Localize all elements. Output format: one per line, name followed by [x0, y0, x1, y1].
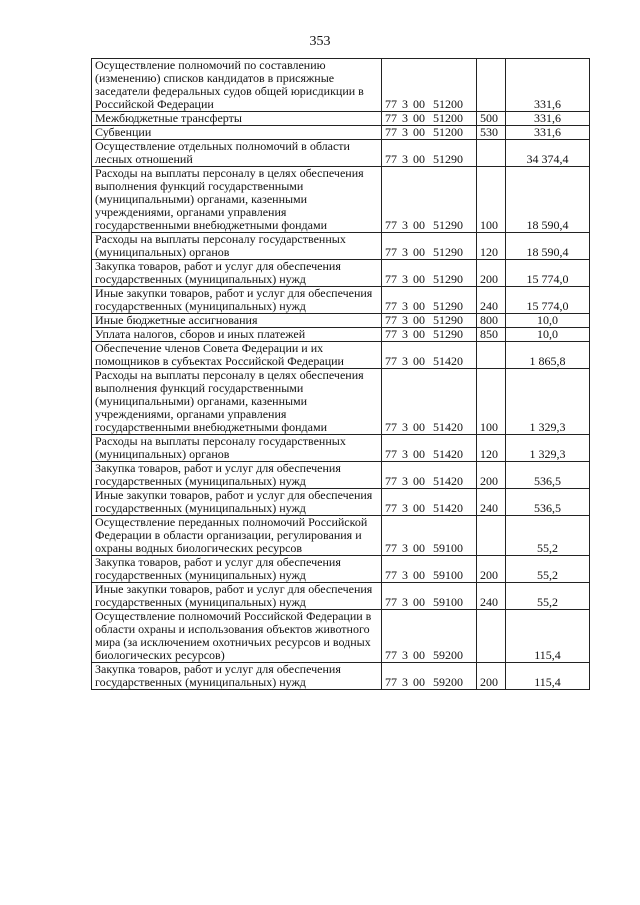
row-target-code	[382, 556, 477, 583]
row-target-code	[382, 112, 477, 126]
row-target-code	[382, 342, 477, 369]
table-row	[92, 112, 590, 126]
table-row	[92, 663, 590, 690]
code-part: 77	[385, 327, 397, 341]
row-name: Обеспечение членов Совета Федерации и их помощников в субъектах Российской Федерации	[92, 342, 382, 369]
code-part: 51200	[433, 97, 463, 111]
row-amount: 1 329,3	[506, 435, 590, 462]
code-part: 77	[385, 648, 397, 662]
code-part: 51420	[433, 447, 463, 461]
code-part: 77	[385, 447, 397, 461]
code-part: 3	[402, 152, 408, 166]
row-name: Осуществление переданных полномочий Российской Федерации в области организации, регулирования и охраны водных биологических ресурсов	[92, 516, 382, 556]
row-amount: 536,5	[506, 489, 590, 516]
row-expense-type	[477, 59, 506, 112]
row-name: Закупка товаров, работ и услуг для обеспечения государственных (муниципальных) нужд	[92, 556, 382, 583]
row-expense-type: 800	[477, 314, 506, 328]
row-amount: 10,0	[506, 314, 590, 328]
row-expense-type: 200	[477, 556, 506, 583]
table-row	[92, 516, 590, 556]
table-row	[92, 314, 590, 328]
code-part: 00	[413, 152, 425, 166]
code-part: 51290	[433, 327, 463, 341]
row-amount: 1 865,8	[506, 342, 590, 369]
row-amount: 331,6	[506, 126, 590, 140]
row-amount: 55,2	[506, 556, 590, 583]
row-expense-type: 240	[477, 583, 506, 610]
row-name: Уплата налогов, сборов и иных платежей	[92, 328, 382, 342]
row-expense-type	[477, 140, 506, 167]
row-name: Иные закупки товаров, работ и услуг для обеспечения государственных (муниципальных) нужд	[92, 489, 382, 516]
code-part: 77	[385, 541, 397, 555]
code-part: 3	[402, 568, 408, 582]
code-part: 00	[413, 675, 425, 689]
row-target-code	[382, 140, 477, 167]
row-target-code	[382, 489, 477, 516]
row-expense-type: 200	[477, 663, 506, 690]
table-row	[92, 342, 590, 369]
code-part: 77	[385, 152, 397, 166]
table-row	[92, 287, 590, 314]
row-expense-type: 240	[477, 287, 506, 314]
code-part: 51290	[433, 152, 463, 166]
row-expense-type: 100	[477, 369, 506, 435]
row-name: Межбюджетные трансферты	[92, 112, 382, 126]
code-part: 77	[385, 125, 397, 139]
row-expense-type: 100	[477, 167, 506, 233]
row-amount: 115,4	[506, 610, 590, 663]
row-name: Закупка товаров, работ и услуг для обеспечения государственных (муниципальных) нужд	[92, 260, 382, 287]
table-row	[92, 233, 590, 260]
code-part: 3	[402, 675, 408, 689]
row-expense-type	[477, 610, 506, 663]
row-target-code	[382, 462, 477, 489]
row-amount: 18 590,4	[506, 167, 590, 233]
row-expense-type: 240	[477, 489, 506, 516]
code-part: 51290	[433, 299, 463, 313]
row-amount: 1 329,3	[506, 369, 590, 435]
code-part: 77	[385, 501, 397, 515]
row-name: Иные бюджетные ассигнования	[92, 314, 382, 328]
row-name: Расходы на выплаты персоналу государственных (муниципальных) органов	[92, 435, 382, 462]
code-part: 3	[402, 272, 408, 286]
row-expense-type: 530	[477, 126, 506, 140]
row-amount: 331,6	[506, 59, 590, 112]
code-part: 77	[385, 474, 397, 488]
code-part: 00	[413, 327, 425, 341]
row-amount: 331,6	[506, 112, 590, 126]
code-part: 00	[413, 218, 425, 232]
code-part: 00	[413, 299, 425, 313]
row-target-code	[382, 167, 477, 233]
code-part: 51420	[433, 501, 463, 515]
code-part: 3	[402, 218, 408, 232]
budget-table	[91, 58, 590, 690]
code-part: 3	[402, 245, 408, 259]
row-target-code	[382, 369, 477, 435]
code-part: 77	[385, 97, 397, 111]
row-name: Субвенции	[92, 126, 382, 140]
table-row	[92, 610, 590, 663]
row-name: Осуществление полномочий по составлению (изменению) списков кандидатов в присяжные заседатели федеральных судов общей юрисдикции в Российской Федерации	[92, 59, 382, 112]
code-part: 00	[413, 501, 425, 515]
row-expense-type: 500	[477, 112, 506, 126]
budget-table-body	[92, 59, 590, 690]
table-row	[92, 583, 590, 610]
row-target-code	[382, 610, 477, 663]
row-name: Иные закупки товаров, работ и услуг для обеспечения государственных (муниципальных) нужд	[92, 287, 382, 314]
code-part: 59100	[433, 568, 463, 582]
code-part: 00	[413, 541, 425, 555]
row-name: Закупка товаров, работ и услуг для обеспечения государственных (муниципальных) нужд	[92, 462, 382, 489]
code-part: 3	[402, 501, 408, 515]
row-target-code	[382, 516, 477, 556]
row-target-code	[382, 435, 477, 462]
code-part: 00	[413, 313, 425, 327]
code-part: 77	[385, 354, 397, 368]
code-part: 77	[385, 420, 397, 434]
code-part: 77	[385, 675, 397, 689]
table-row	[92, 489, 590, 516]
code-part: 51420	[433, 474, 463, 488]
row-name: Осуществление отдельных полномочий в области лесных отношений	[92, 140, 382, 167]
row-name: Иные закупки товаров, работ и услуг для обеспечения государственных (муниципальных) нужд	[92, 583, 382, 610]
row-target-code	[382, 233, 477, 260]
table-row	[92, 126, 590, 140]
code-part: 77	[385, 245, 397, 259]
row-expense-type: 200	[477, 260, 506, 287]
code-part: 51290	[433, 245, 463, 259]
code-part: 77	[385, 111, 397, 125]
code-part: 00	[413, 568, 425, 582]
code-part: 3	[402, 354, 408, 368]
code-part: 51290	[433, 313, 463, 327]
row-expense-type: 120	[477, 435, 506, 462]
table-row	[92, 260, 590, 287]
code-part: 59100	[433, 541, 463, 555]
code-part: 3	[402, 97, 408, 111]
row-target-code	[382, 126, 477, 140]
row-amount: 34 374,4	[506, 140, 590, 167]
code-part: 77	[385, 218, 397, 232]
code-part: 77	[385, 568, 397, 582]
row-target-code	[382, 59, 477, 112]
code-part: 3	[402, 474, 408, 488]
row-amount: 55,2	[506, 583, 590, 610]
row-target-code	[382, 583, 477, 610]
code-part: 77	[385, 313, 397, 327]
code-part: 59200	[433, 648, 463, 662]
code-part: 77	[385, 595, 397, 609]
code-part: 00	[413, 354, 425, 368]
row-amount: 10,0	[506, 328, 590, 342]
code-part: 77	[385, 299, 397, 313]
code-part: 00	[413, 245, 425, 259]
row-expense-type: 200	[477, 462, 506, 489]
row-amount: 15 774,0	[506, 260, 590, 287]
code-part: 00	[413, 420, 425, 434]
row-target-code	[382, 314, 477, 328]
row-name: Расходы на выплаты персоналу государственных (муниципальных) органов	[92, 233, 382, 260]
table-row	[92, 59, 590, 112]
row-expense-type	[477, 516, 506, 556]
row-amount: 115,4	[506, 663, 590, 690]
row-name: Расходы на выплаты персоналу в целях обеспечения выполнения функций государственными (муниципальными) органами, казенными учреждениями, органами управления государственными внебюджетными фондами	[92, 369, 382, 435]
table-row	[92, 556, 590, 583]
table-row	[92, 435, 590, 462]
code-part: 59200	[433, 675, 463, 689]
row-amount: 15 774,0	[506, 287, 590, 314]
row-target-code	[382, 287, 477, 314]
row-name: Закупка товаров, работ и услуг для обеспечения государственных (муниципальных) нужд	[92, 663, 382, 690]
code-part: 51420	[433, 420, 463, 434]
row-expense-type: 850	[477, 328, 506, 342]
code-part: 3	[402, 447, 408, 461]
table-row	[92, 462, 590, 489]
row-amount: 536,5	[506, 462, 590, 489]
row-amount: 55,2	[506, 516, 590, 556]
code-part: 51290	[433, 272, 463, 286]
table-row	[92, 328, 590, 342]
code-part: 3	[402, 541, 408, 555]
code-part: 77	[385, 272, 397, 286]
code-part: 3	[402, 648, 408, 662]
row-amount: 18 590,4	[506, 233, 590, 260]
code-part: 3	[402, 125, 408, 139]
code-part: 3	[402, 327, 408, 341]
code-part: 51200	[433, 125, 463, 139]
code-part: 51290	[433, 218, 463, 232]
code-part: 00	[413, 272, 425, 286]
code-part: 00	[413, 447, 425, 461]
row-target-code	[382, 260, 477, 287]
code-part: 3	[402, 313, 408, 327]
code-part: 00	[413, 125, 425, 139]
row-target-code	[382, 328, 477, 342]
row-target-code	[382, 663, 477, 690]
row-name: Осуществление полномочий Российской Федерации в области охраны и использования объектов животного мира (за исключением охотничьих ресурсов и водных биологических ресурсов)	[92, 610, 382, 663]
table-row	[92, 167, 590, 233]
table-row	[92, 369, 590, 435]
page-number: 353	[309, 34, 331, 49]
code-part: 00	[413, 648, 425, 662]
code-part: 3	[402, 299, 408, 313]
table-row	[92, 140, 590, 167]
row-expense-type: 120	[477, 233, 506, 260]
row-expense-type	[477, 342, 506, 369]
code-part: 51420	[433, 354, 463, 368]
code-part: 00	[413, 474, 425, 488]
row-name: Расходы на выплаты персоналу в целях обеспечения выполнения функций государственными (муниципальными) органами, казенными учреждениями, органами управления государственными внебюджетными фондами	[92, 167, 382, 233]
code-part: 51200	[433, 111, 463, 125]
code-part: 00	[413, 97, 425, 111]
code-part: 00	[413, 595, 425, 609]
code-part: 3	[402, 420, 408, 434]
code-part: 3	[402, 595, 408, 609]
code-part: 00	[413, 111, 425, 125]
code-part: 3	[402, 111, 408, 125]
code-part: 59100	[433, 595, 463, 609]
